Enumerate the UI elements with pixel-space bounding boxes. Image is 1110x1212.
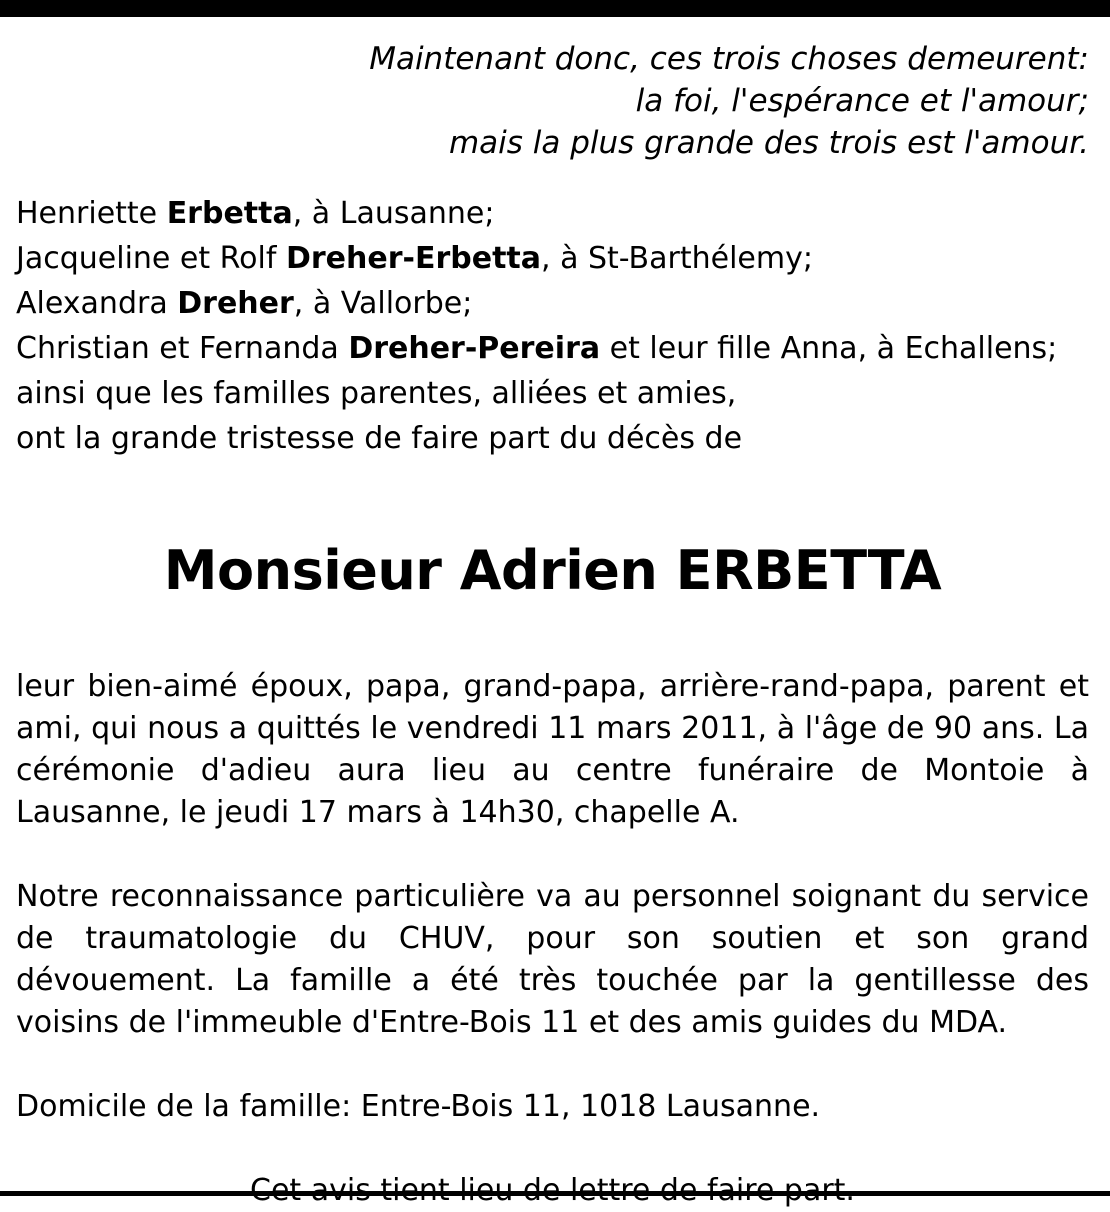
family-address: Domicile de la famille: Entre-Bois 11, 1018 Lausanne. [16, 1089, 821, 1124]
family-line [16, 236, 1089, 281]
family-line-text: Christian et Fernanda [16, 331, 349, 366]
tribute-paragraph: leur bien-aimé époux, papa, grand-papa, arrière-rand-papa, parent et ami, qui nous a quittés le vendredi 11 mars 2011, à l'âge de 90 ans. La cérémonie d'adieu aura lieu au centre funéraire de Montoie à Lausanne, le jeudi 17 mars à 14h30, chapelle A. [16, 669, 1089, 830]
family-line-text: , à Lausanne; [292, 196, 495, 231]
epigraph-line: Maintenant donc, ces trois choses demeurent: [369, 41, 1089, 77]
family-line [16, 371, 1089, 416]
bottom-border-rule [0, 1191, 1110, 1196]
obituary-notice [16, 38, 1089, 1212]
family-list [16, 191, 1089, 461]
family-surname: Erbetta [166, 196, 293, 231]
family-line-text: et leur fille Anna, à Echallens; [600, 331, 1058, 366]
epigraph-line: la foi, l'espérance et l'amour; [635, 83, 1089, 119]
family-line-text: , à St-Barthélemy; [541, 241, 813, 276]
family-line [16, 326, 1089, 371]
family-line-text: , à Vallorbe; [293, 286, 473, 321]
thanks-paragraph: Notre reconnaissance particulière va au personnel soignant du service de traumatologie du CHUV, pour son soutien et son grand dévouement. La famille a été très touchée par la gentillesse des voisins de l'immeuble d'Entre-Bois 11 et des amis guides du MDA. [16, 879, 1089, 1040]
epigraph-quote [16, 38, 1089, 164]
family-line-text: Alexandra [16, 286, 178, 321]
family-line-text: Henriette [16, 196, 167, 231]
family-surname: Dreher-Erbetta [285, 241, 541, 276]
family-surname: Dreher [177, 286, 294, 321]
family-line-text: ainsi que les familles parentes, alliées et amies, [16, 376, 737, 411]
family-surname: Dreher-Pereira [348, 331, 601, 366]
family-line [16, 281, 1089, 326]
family-line [16, 191, 1089, 236]
family-line-text: ont la grande tristesse de faire part du décès de [16, 421, 743, 456]
family-line [16, 416, 1089, 461]
family-line-text: Jacqueline et Rolf [16, 241, 286, 276]
deceased-name: Monsieur Adrien ERBETTA [163, 539, 942, 602]
top-border-rule [0, 0, 1110, 17]
epigraph-line: mais la plus grande des trois est l'amour. [448, 125, 1089, 161]
